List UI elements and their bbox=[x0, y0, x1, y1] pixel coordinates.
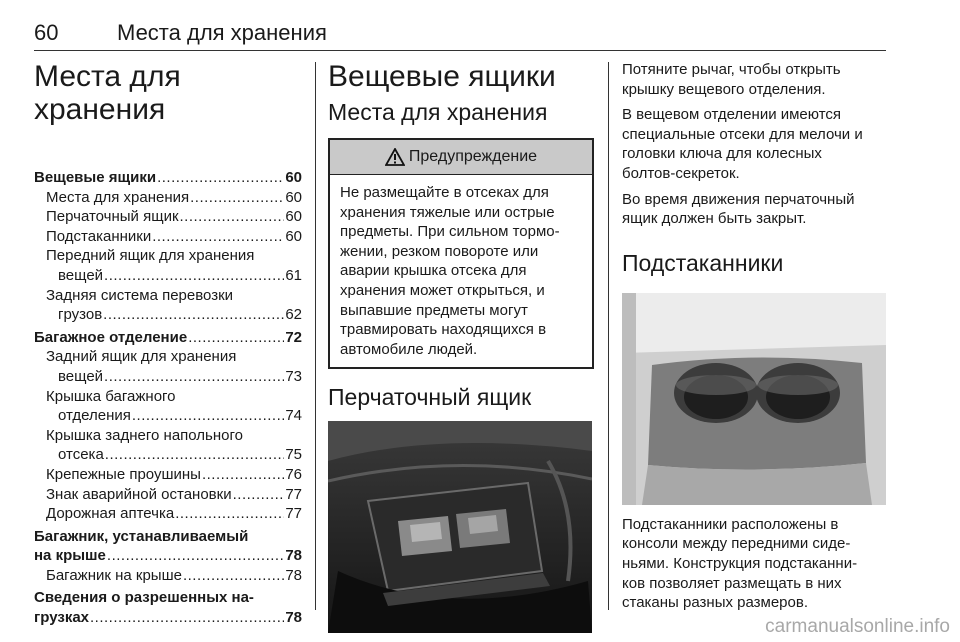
glovebox-illustration bbox=[328, 421, 592, 633]
toc-entry[interactable] bbox=[34, 566, 302, 586]
toc-entry[interactable] bbox=[34, 168, 302, 188]
toc-page: 77 bbox=[285, 505, 302, 523]
paragraph-cupholders bbox=[622, 515, 888, 613]
table-of-contents bbox=[34, 168, 302, 628]
page-number: 60 bbox=[34, 20, 59, 45]
warning-line: Не размещайте в отсеках для bbox=[340, 184, 549, 201]
text-line: Подстаканники расположены в bbox=[622, 515, 839, 533]
right-column bbox=[622, 60, 888, 619]
chapter-title bbox=[34, 60, 302, 126]
warning-text bbox=[330, 175, 592, 367]
text-line: В вещевом отделении имеются bbox=[622, 106, 842, 124]
text-line: консоли между передними сиде- bbox=[622, 535, 851, 553]
text-line: крышку вещевого отделения. bbox=[622, 80, 826, 98]
toc-column bbox=[34, 60, 302, 628]
text-line: стаканы разных размеров. bbox=[622, 594, 809, 612]
text-line: головки ключа для колесных bbox=[622, 145, 822, 163]
toc-entry[interactable] bbox=[34, 227, 302, 247]
section-title: Вещевые ящики bbox=[328, 60, 556, 93]
paragraph-keep-closed bbox=[622, 190, 888, 229]
toc-label: отсека bbox=[58, 446, 104, 464]
toc-entry[interactable] bbox=[34, 266, 302, 286]
toc-page: 60 bbox=[285, 227, 302, 245]
text-line: болтов-секреток. bbox=[622, 164, 740, 182]
toc-label: вещей bbox=[58, 367, 104, 385]
text-line: ньями. Конструкция подстаканни- bbox=[622, 554, 858, 572]
chapter-title-line2: хранения bbox=[34, 93, 166, 126]
chapter-title-line1: Места для bbox=[34, 60, 181, 93]
toc-label: Крепежные проушины bbox=[46, 465, 201, 483]
paragraph-compartments bbox=[622, 105, 888, 183]
toc-label-line: Задний ящик для хранения bbox=[46, 348, 237, 366]
warning-box bbox=[328, 138, 594, 369]
toc-label-line: Крышка заднего напольного bbox=[46, 426, 243, 444]
warning-line: автомобиле людей. bbox=[340, 340, 478, 358]
cupholders-title: Подстаканники bbox=[622, 249, 784, 276]
toc-entry[interactable] bbox=[34, 608, 302, 628]
toc-label-line: Багажник, устанавливаемый bbox=[34, 527, 249, 545]
toc-label: Багажное отделение bbox=[34, 328, 188, 346]
toc-entry[interactable] bbox=[34, 207, 302, 227]
watermark: carmanualsonline.info bbox=[765, 616, 950, 637]
toc-label: Места для хранения bbox=[46, 188, 190, 206]
column-divider-1 bbox=[315, 62, 316, 610]
header-rule bbox=[34, 50, 886, 51]
warning-line: выпавшие предметы могут bbox=[340, 301, 528, 319]
toc-page: 62 bbox=[285, 306, 302, 324]
warning-line: предметы. При сильном тормо- bbox=[340, 223, 560, 241]
toc-page: 77 bbox=[285, 485, 302, 503]
toc-page: 74 bbox=[285, 407, 302, 425]
toc-label: Перчаточный ящик bbox=[46, 208, 179, 226]
glovebox-photo bbox=[328, 421, 592, 633]
toc-page: 78 bbox=[285, 547, 302, 565]
warning-line: травмировать находящихся в bbox=[340, 321, 547, 339]
warning-line: хранения тяжелые или острые bbox=[340, 203, 555, 221]
warning-line: аварии крышка отсека для bbox=[340, 262, 527, 280]
warning-title: Предупреждение bbox=[408, 148, 538, 165]
toc-page: 78 bbox=[285, 566, 302, 584]
middle-column bbox=[328, 60, 594, 633]
toc-page: 73 bbox=[285, 367, 302, 385]
toc-label: грузках bbox=[34, 609, 90, 627]
toc-page: 72 bbox=[285, 328, 302, 346]
toc-entry[interactable] bbox=[34, 504, 302, 524]
text-line: ков позволяет размещать в них bbox=[622, 574, 842, 592]
toc-entry[interactable] bbox=[34, 546, 302, 566]
toc-entry[interactable] bbox=[34, 485, 302, 505]
toc-label: отделения bbox=[58, 407, 131, 425]
toc-label-line: Задняя система перевозки bbox=[46, 286, 234, 304]
toc-label: Багажник на крыше bbox=[46, 566, 182, 584]
toc-page: 60 bbox=[285, 188, 302, 206]
running-title: Места для хранения bbox=[117, 20, 327, 45]
text-line: ящик должен быть закрыт. bbox=[622, 210, 807, 228]
toc-label: Дорожная аптечка bbox=[46, 505, 175, 523]
toc-label: Вещевые ящики bbox=[34, 169, 157, 186]
toc-label-line: Передний ящик для хранения bbox=[46, 247, 255, 265]
toc-label-line: Крышка багажного bbox=[46, 387, 176, 405]
toc-page: 61 bbox=[285, 266, 302, 284]
text-line: специальные отсеки для мелочи и bbox=[622, 125, 863, 143]
toc-entry[interactable] bbox=[34, 305, 302, 325]
warning-triangle-icon bbox=[385, 148, 405, 166]
toc-entry[interactable] bbox=[34, 445, 302, 465]
cupholders-illustration bbox=[622, 293, 886, 505]
toc-entry[interactable] bbox=[34, 465, 302, 485]
toc-page: 76 bbox=[285, 465, 302, 483]
text-line: Во время движения перчаточный bbox=[622, 190, 855, 208]
toc-label: на крыше bbox=[34, 547, 106, 565]
toc-label: Подстаканники bbox=[46, 227, 152, 245]
subsection-title: Места для хранения bbox=[328, 99, 548, 125]
paragraph-open-lever bbox=[622, 60, 888, 99]
toc-label-line: Сведения о разрешенных на- bbox=[34, 589, 254, 607]
toc-page: 78 bbox=[285, 609, 302, 627]
toc-entry[interactable] bbox=[34, 406, 302, 426]
glovebox-title: Перчаточный ящик bbox=[328, 384, 532, 411]
warning-line: жении, резком повороте или bbox=[340, 242, 539, 260]
cupholders-photo bbox=[622, 293, 886, 505]
warning-line: хранения может открыться, и bbox=[340, 281, 545, 299]
text-line: Потяните рычаг, чтобы открыть bbox=[622, 61, 841, 78]
column-divider-2 bbox=[608, 62, 609, 610]
toc-label: грузов bbox=[58, 306, 103, 324]
toc-page: 75 bbox=[285, 446, 302, 464]
toc-label: Знак аварийной остановки bbox=[46, 485, 232, 503]
toc-page: 60 bbox=[285, 169, 302, 186]
page-header bbox=[34, 20, 886, 50]
toc-entry[interactable] bbox=[34, 328, 302, 348]
toc-page: 60 bbox=[285, 208, 302, 226]
warning-header bbox=[330, 140, 592, 175]
toc-label: вещей bbox=[58, 266, 104, 284]
toc-entry[interactable] bbox=[34, 188, 302, 208]
toc-entry[interactable] bbox=[34, 367, 302, 387]
